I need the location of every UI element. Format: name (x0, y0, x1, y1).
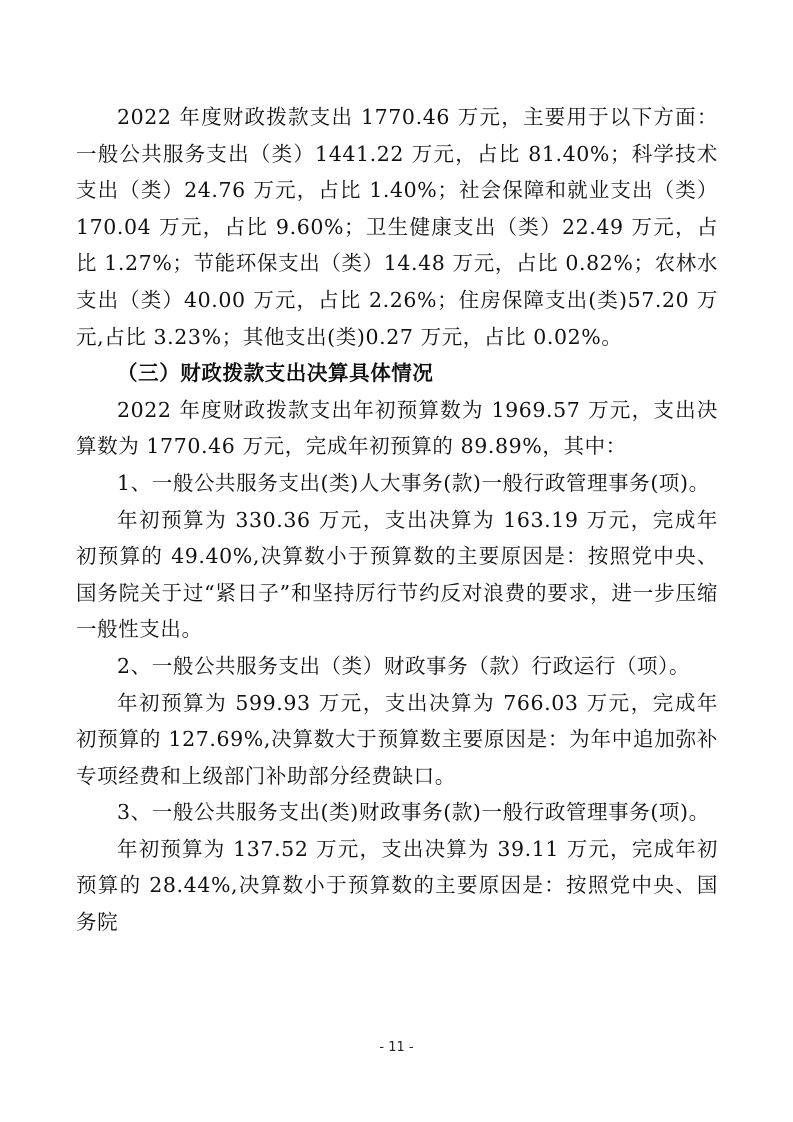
item-2-title: 2、一般公共服务支出（类）财政事务（款）行政运行（项）。 (117, 653, 691, 678)
item-1-detail: 年初预算为 330.36 万元，支出决算为 163.19 万元，完成年初预算的 49.40%,决算数小于预算数的主要原因是：按照党中央、国务院关于过“紧日子”和坚持厉行节约反对浪费的要求，进一步压缩一般性支出。 (76, 507, 718, 642)
document-body (76, 99, 718, 941)
item-1-title: 1、一般公共服务支出(类)人大事务(款)一般行政管理事务(项)。 (117, 470, 710, 495)
item-2-detail: 年初预算为 599.93 万元，支出决算为 766.03 万元，完成年初预算的 127.69%,决算数大于预算数主要原因是：为年中追加弥补专项经费和上级部门补助部分经费缺口。 (76, 690, 718, 788)
item-3-detail: 年初预算为 137.52 万元，支出决算为 39.11 万元，完成年初预算的 28.44%,决算数小于预算数的主要原因是：按照党中央、国务院 (76, 836, 718, 935)
paragraph-overview: 2022 年度财政拨款支出年初预算数为 1969.57 万元，支出决算数为 1770.46 万元，完成年初预算的 89.89%，其中： (76, 397, 718, 459)
page-number: - 11 - (379, 1040, 414, 1055)
paragraph-summary: 2022 年度财政拨款支出 1770.46 万元，主要用于以下方面：一般公共服务支出（类）1441.22 万元，占比 81.40%；科学技术支出（类）24.76 万元，占比 1.40%；社会保障和就业支出（类）170.04 万元，占比 9.60%；卫生健康支出（类）22.49 万元，占比 1.27%；节能环保支出（类）14.48 万元，占比 0.82%；农林水支出（类）40.00 万元，占比 2.26%；住房保障支出(类)57.20 万元,占比 3.23%；其他支出(类)0.27 万元，占比 0.02%。 (76, 105, 718, 349)
item-3-title: 3、一般公共服务支出(类)财政事务(款)一般行政管理事务(项)。 (117, 800, 710, 825)
section-heading: （三）财政拨款支出决算具体情况 (117, 361, 434, 386)
